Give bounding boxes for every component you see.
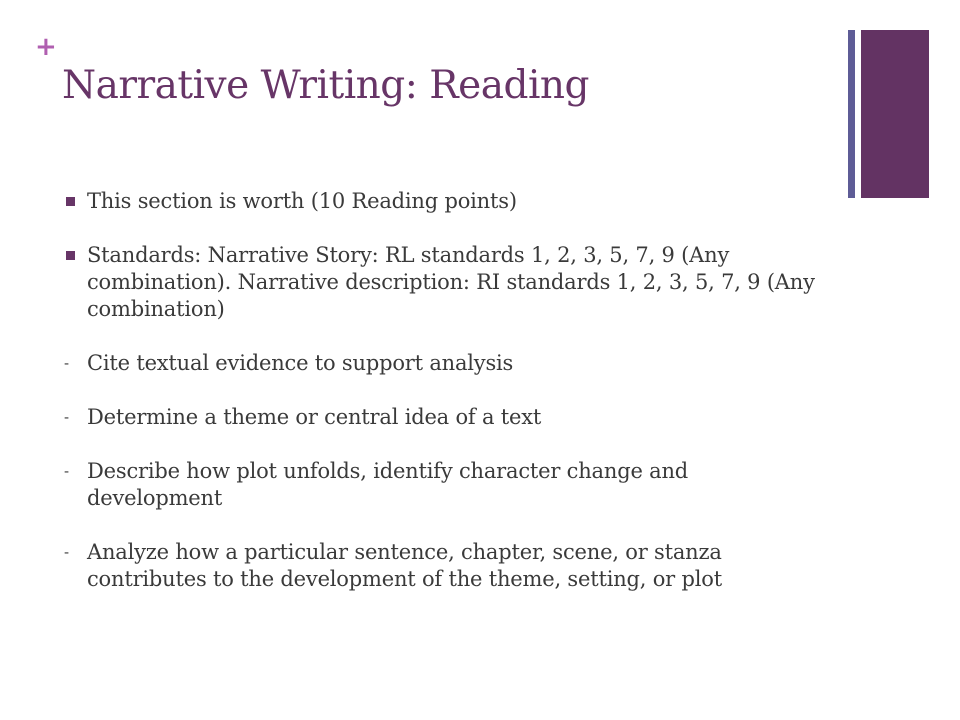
dash-bullet-icon: - (64, 408, 69, 426)
dash-item-cite-evidence (66, 350, 826, 377)
dash-bullet-icon: - (64, 543, 69, 561)
dash-item-theme (66, 404, 826, 431)
plus-icon: + (35, 32, 57, 62)
square-bullet-icon (66, 251, 75, 260)
bullet-item-standards (66, 242, 826, 323)
dash-bullet-icon: - (64, 354, 69, 372)
bullet-list (66, 188, 826, 593)
decorative-bar-thin (848, 30, 855, 198)
dash-item-plot (66, 458, 826, 512)
slide-title: Narrative Writing: Reading (62, 63, 590, 108)
bullet-text: This section is worth (10 Reading points) (87, 189, 517, 213)
square-bullet-icon (66, 197, 75, 206)
decorative-bar-wide (861, 30, 929, 198)
dash-bullet-icon: - (64, 462, 69, 480)
bullet-text: Determine a theme or central idea of a text (87, 405, 542, 429)
bullet-text: Analyze how a particular sentence, chapter, scene, or stanza contributes to the development of the theme, setting, or plot (87, 540, 722, 591)
bullet-item-worth (66, 188, 826, 215)
bullet-text: Standards: Narrative Story: RL standards 1, 2, 3, 5, 7, 9 (Any combination). Narrative description: RI standards 1, 2, 3, 5, 7, 9 (Any combination) (87, 243, 815, 321)
bullet-text: Describe how plot unfolds, identify character change and development (87, 459, 689, 510)
dash-item-analyze (66, 539, 826, 593)
bullet-text: Cite textual evidence to support analysis (87, 351, 514, 375)
